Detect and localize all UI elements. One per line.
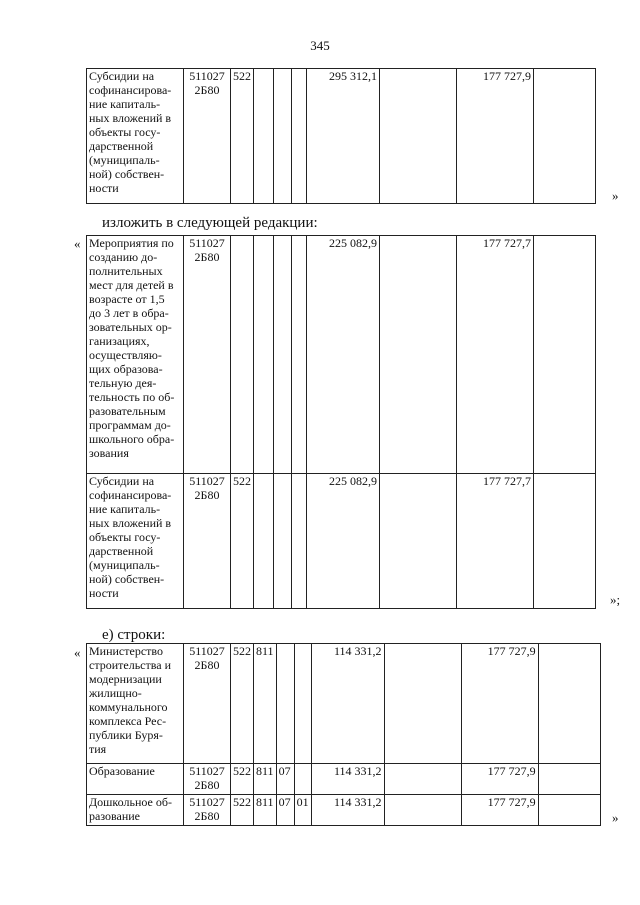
col-c2: 07 bbox=[276, 764, 294, 795]
col-c1: 811 bbox=[254, 795, 277, 826]
sum-2: 177 727,9 bbox=[461, 644, 538, 764]
empty-cell bbox=[380, 69, 457, 204]
quote-close: » bbox=[612, 188, 619, 203]
col-c1: 811 bbox=[254, 764, 277, 795]
row-name: Субсидии на софинансирова- ние капиталь- ных вложений в объекты госу- дарственной (муниципаль- ной) собствен- ности bbox=[87, 69, 184, 204]
col-c3 bbox=[292, 474, 307, 609]
row-name: Мероприятия по созданию до- полнительных мест для детей в возрасте от 1,5 до 3 лет в обра- зовательных ор- ганизациях, осуществляю- щих образова- тельную дея- тельность по об- разовательным программам до- школьного обра- зования bbox=[87, 236, 184, 474]
target-code: 511027 2Б80 bbox=[184, 474, 231, 609]
col-c1: 811 bbox=[254, 644, 277, 764]
col-c1 bbox=[254, 236, 274, 474]
sum-1: 295 312,1 bbox=[307, 69, 380, 204]
empty-cell bbox=[534, 236, 596, 474]
sum-2: 177 727,7 bbox=[457, 236, 534, 474]
col-c2 bbox=[276, 644, 294, 764]
col-c2: 07 bbox=[276, 795, 294, 826]
row-name: Министерство строительства и модернизации жилищно- коммунального комплекса Рес- публики Буря- тия bbox=[87, 644, 184, 764]
empty-cell bbox=[538, 764, 600, 795]
col-c3 bbox=[294, 764, 311, 795]
row-name: Образование bbox=[87, 764, 184, 795]
col-c3: 01 bbox=[294, 795, 311, 826]
quote-open: « bbox=[74, 236, 81, 251]
expense-type: 522 bbox=[231, 764, 254, 795]
row-name: Дошкольное об- разование bbox=[87, 795, 184, 826]
empty-cell bbox=[534, 69, 596, 204]
empty-cell bbox=[534, 474, 596, 609]
empty-cell bbox=[384, 764, 461, 795]
expense-type: 522 bbox=[231, 474, 254, 609]
budget-table-2 bbox=[86, 235, 596, 609]
quote-open: « bbox=[74, 645, 81, 660]
table-row bbox=[87, 474, 596, 609]
sum-1: 225 082,9 bbox=[307, 474, 380, 609]
quote-close: » bbox=[612, 810, 619, 825]
sum-2: 177 727,9 bbox=[457, 69, 534, 204]
sum-2: 177 727,9 bbox=[461, 764, 538, 795]
budget-table-3 bbox=[86, 643, 601, 826]
col-c2 bbox=[274, 236, 292, 474]
empty-cell bbox=[538, 795, 600, 826]
table-row bbox=[87, 795, 601, 826]
budget-table-1 bbox=[86, 68, 596, 204]
table-row bbox=[87, 764, 601, 795]
sum-1: 114 331,2 bbox=[311, 795, 384, 826]
target-code: 511027 2Б80 bbox=[184, 69, 231, 204]
empty-cell bbox=[538, 644, 600, 764]
page-number: 345 bbox=[310, 38, 330, 53]
table-row bbox=[87, 69, 596, 204]
empty-cell bbox=[380, 474, 457, 609]
sum-2: 177 727,9 bbox=[461, 795, 538, 826]
edit-instruction: изложить в следующей редакции: bbox=[102, 215, 318, 231]
empty-cell bbox=[380, 236, 457, 474]
target-code: 511027 2Б80 bbox=[184, 236, 231, 474]
col-c2 bbox=[274, 69, 292, 204]
quote-close: »; bbox=[610, 592, 621, 607]
empty-cell bbox=[384, 795, 461, 826]
rows-heading: е) строки: bbox=[102, 627, 166, 643]
col-c2 bbox=[274, 474, 292, 609]
expense-type: 522 bbox=[231, 644, 254, 764]
col-c1 bbox=[254, 474, 274, 609]
col-c3 bbox=[292, 236, 307, 474]
col-c3 bbox=[294, 644, 311, 764]
col-c1 bbox=[254, 69, 274, 204]
target-code: 511027 2Б80 bbox=[184, 764, 231, 795]
row-name: Субсидии на софинансирова- ние капиталь- ных вложений в объекты госу- дарственной (муниципаль- ной) собствен- ности bbox=[87, 474, 184, 609]
sum-1: 114 331,2 bbox=[311, 764, 384, 795]
table-row bbox=[87, 236, 596, 474]
target-code: 511027 2Б80 bbox=[184, 644, 231, 764]
target-code: 511027 2Б80 bbox=[184, 795, 231, 826]
empty-cell bbox=[384, 644, 461, 764]
table-row bbox=[87, 644, 601, 764]
expense-type bbox=[231, 236, 254, 474]
sum-1: 114 331,2 bbox=[311, 644, 384, 764]
sum-1: 225 082,9 bbox=[307, 236, 380, 474]
expense-type: 522 bbox=[231, 69, 254, 204]
col-c3 bbox=[292, 69, 307, 204]
sum-2: 177 727,7 bbox=[457, 474, 534, 609]
expense-type: 522 bbox=[231, 795, 254, 826]
